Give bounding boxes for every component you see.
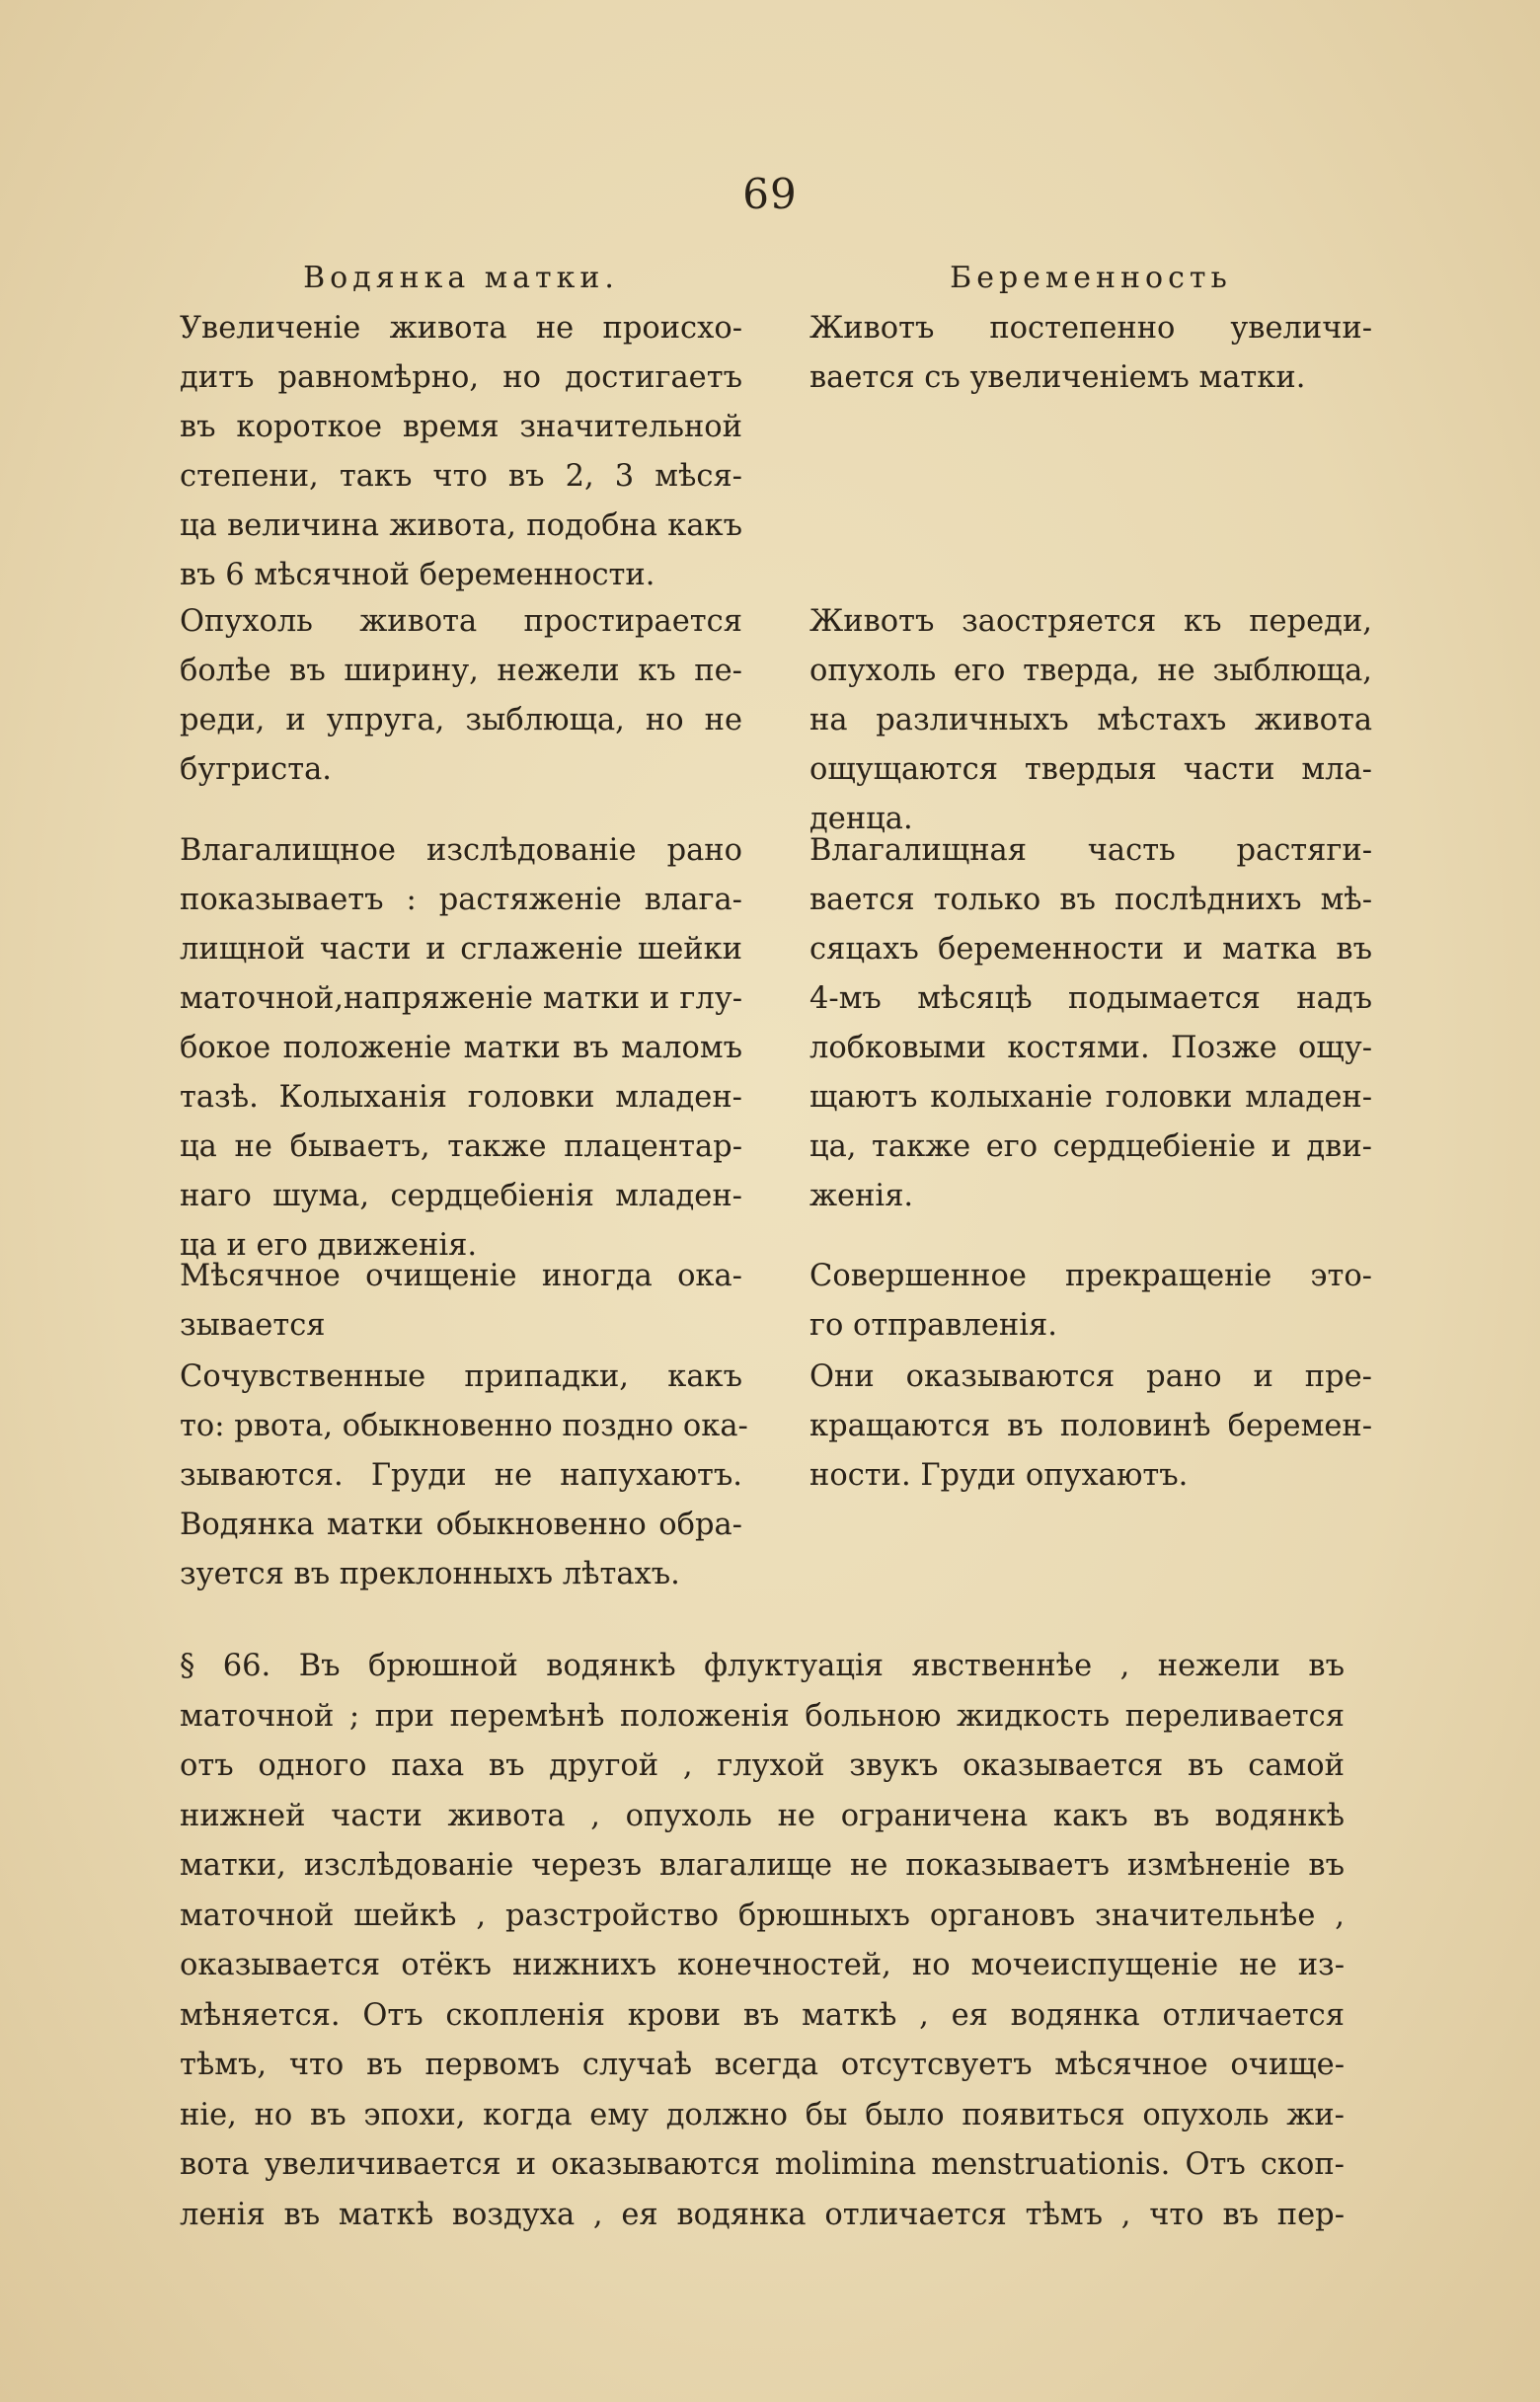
text-line: зывается (180, 1308, 326, 1343)
left-block-3 (180, 826, 742, 1271)
text-line: въ короткое время значительной (180, 410, 742, 444)
right-column-heading: Беременность (950, 261, 1232, 295)
text-line: ца величина живота, подобна какъ (180, 508, 742, 543)
text-line: женія. (809, 1179, 914, 1213)
right-block-4 (809, 1252, 1372, 1351)
text-line: реди, и упруга, зыблюща, но не (180, 703, 742, 737)
text-line: Увеличеніе живота не происхо- (180, 311, 742, 346)
left-block-1 (180, 304, 742, 600)
text-line: ца и его движенія. (180, 1228, 478, 1263)
text-line: степени, такъ что въ 2, 3 мѣся- (180, 459, 742, 494)
text-line: сяцахъ беременности и матка въ (809, 932, 1372, 967)
text-line: ощущаются твердыя части мла- (809, 752, 1372, 787)
text-line: § 66. Въ брюшной водянкѣ флуктуація явственнѣе , нежели въ (180, 1649, 1345, 1683)
text-line: тазѣ. Колыханія головки младен- (180, 1080, 742, 1115)
text-line: мѣняется. Отъ скопленія крови въ маткѣ , ея водянка отличается (180, 1997, 1345, 2033)
text-line: вота увеличивается и оказываются molimina menstruationis. Отъ скоп- (180, 2147, 1345, 2182)
text-line: маточной ; при перемѣнѣ положенія больною жидкость переливается (180, 1698, 1345, 1734)
text-line: маточной шейкѣ , разстройство брюшныхъ органовъ значительнѣе , (180, 1898, 1345, 1933)
text-line: Сочувственные припадки, какъ (180, 1359, 742, 1394)
text-line: ца, также его сердцебіеніе и дви- (809, 1129, 1372, 1164)
text-line: то: рвота, обыкновенно поздно ока- (180, 1409, 748, 1443)
left-block-4 (180, 1252, 742, 1351)
text-line: Водянка матки обыкновенно обра- (180, 1508, 742, 1542)
text-line: лищной части и сглаженіе шейки (180, 932, 742, 967)
right-block-2 (809, 597, 1372, 844)
text-line: маточной,напряженіе матки и глу- (180, 981, 742, 1016)
text-line: бугриста. (180, 752, 332, 787)
text-line: Они оказываются рано и пре- (809, 1359, 1372, 1394)
text-line: зываются. Груди не напухаютъ. (180, 1458, 742, 1493)
text-line: ности. Груди опухаютъ. (809, 1458, 1189, 1493)
right-block-3 (809, 826, 1372, 1221)
text-line: 4-мъ мѣсяцѣ подымается надъ (809, 981, 1372, 1016)
text-line: Совершенное прекращеніе это- (809, 1259, 1372, 1293)
text-line: кращаются въ половинѣ беремен- (809, 1409, 1372, 1443)
text-line: Опухоль живота простирается (180, 604, 742, 639)
text-line: вается съ увеличеніемъ матки. (809, 360, 1306, 395)
text-line: на различныхъ мѣстахъ живота (809, 703, 1372, 737)
text-line: ніе, но въ эпохи, когда ему должно бы было появиться опухоль жи- (180, 2097, 1345, 2132)
left-block-5 (180, 1353, 748, 1599)
text-line: Животъ постепенно увеличи- (809, 311, 1372, 346)
text-line: щаютъ колыханіе головки младен- (809, 1080, 1372, 1115)
page-number: 69 (742, 170, 798, 218)
text-line: въ 6 мѣсячной беременности. (180, 558, 655, 592)
text-line: Животъ заостряется къ переди, (809, 604, 1372, 639)
text-line: дитъ равномѣрно, но достигаетъ (180, 360, 742, 395)
text-line: нижней части живота , опухоль не ограничена какъ въ водянкѣ (180, 1798, 1345, 1833)
text-line: опухоль его тверда, не зыблюща, (809, 654, 1372, 688)
section-66-paragraph (180, 1642, 1345, 2240)
text-line: ленія въ маткѣ воздуха , ея водянка отличается тѣмъ , что въ пер- (180, 2197, 1345, 2232)
text-line: вается только въ послѣднихъ мѣ- (809, 883, 1372, 917)
right-block-1 (809, 304, 1372, 403)
text-line: Мѣсячное очищеніе иногда ока- (180, 1259, 742, 1293)
text-line: матки, изслѣдованіе черезъ влагалище не показываетъ измѣненіе въ (180, 1848, 1345, 1883)
text-line: лобковыми костями. Позже ощу- (809, 1031, 1372, 1065)
text-line: зуется въ преклонныхъ лѣтахъ. (180, 1557, 680, 1591)
text-line: Влагалищное изслѣдованіе рано (180, 833, 742, 868)
text-line: болѣе въ ширину, нежели къ пе- (180, 654, 742, 688)
left-block-2 (180, 597, 742, 795)
text-line: Влагалищная часть растяги- (809, 833, 1372, 868)
text-line: отъ одного паха въ другой , глухой звукъ оказывается въ самой (180, 1748, 1345, 1783)
right-block-5 (809, 1353, 1372, 1501)
text-line: денца. (809, 802, 913, 836)
text-line: бокое положеніе матки въ маломъ (180, 1031, 742, 1065)
text-line: показываетъ : растяженіе влага- (180, 883, 742, 917)
text-line: оказывается отёкъ нижнихъ конечностей, но мочеиспущеніе не из- (180, 1948, 1345, 1982)
text-line: наго шума, сердцебіенія младен- (180, 1179, 742, 1213)
text-line: ца не бываетъ, также плацентар- (180, 1129, 742, 1164)
text-line: го отправленія. (809, 1308, 1057, 1343)
text-line: тѣмъ, что въ первомъ случаѣ всегда отсутсвуетъ мѣсячное очище- (180, 2048, 1345, 2082)
left-column-heading: Водянка матки. (303, 261, 619, 295)
